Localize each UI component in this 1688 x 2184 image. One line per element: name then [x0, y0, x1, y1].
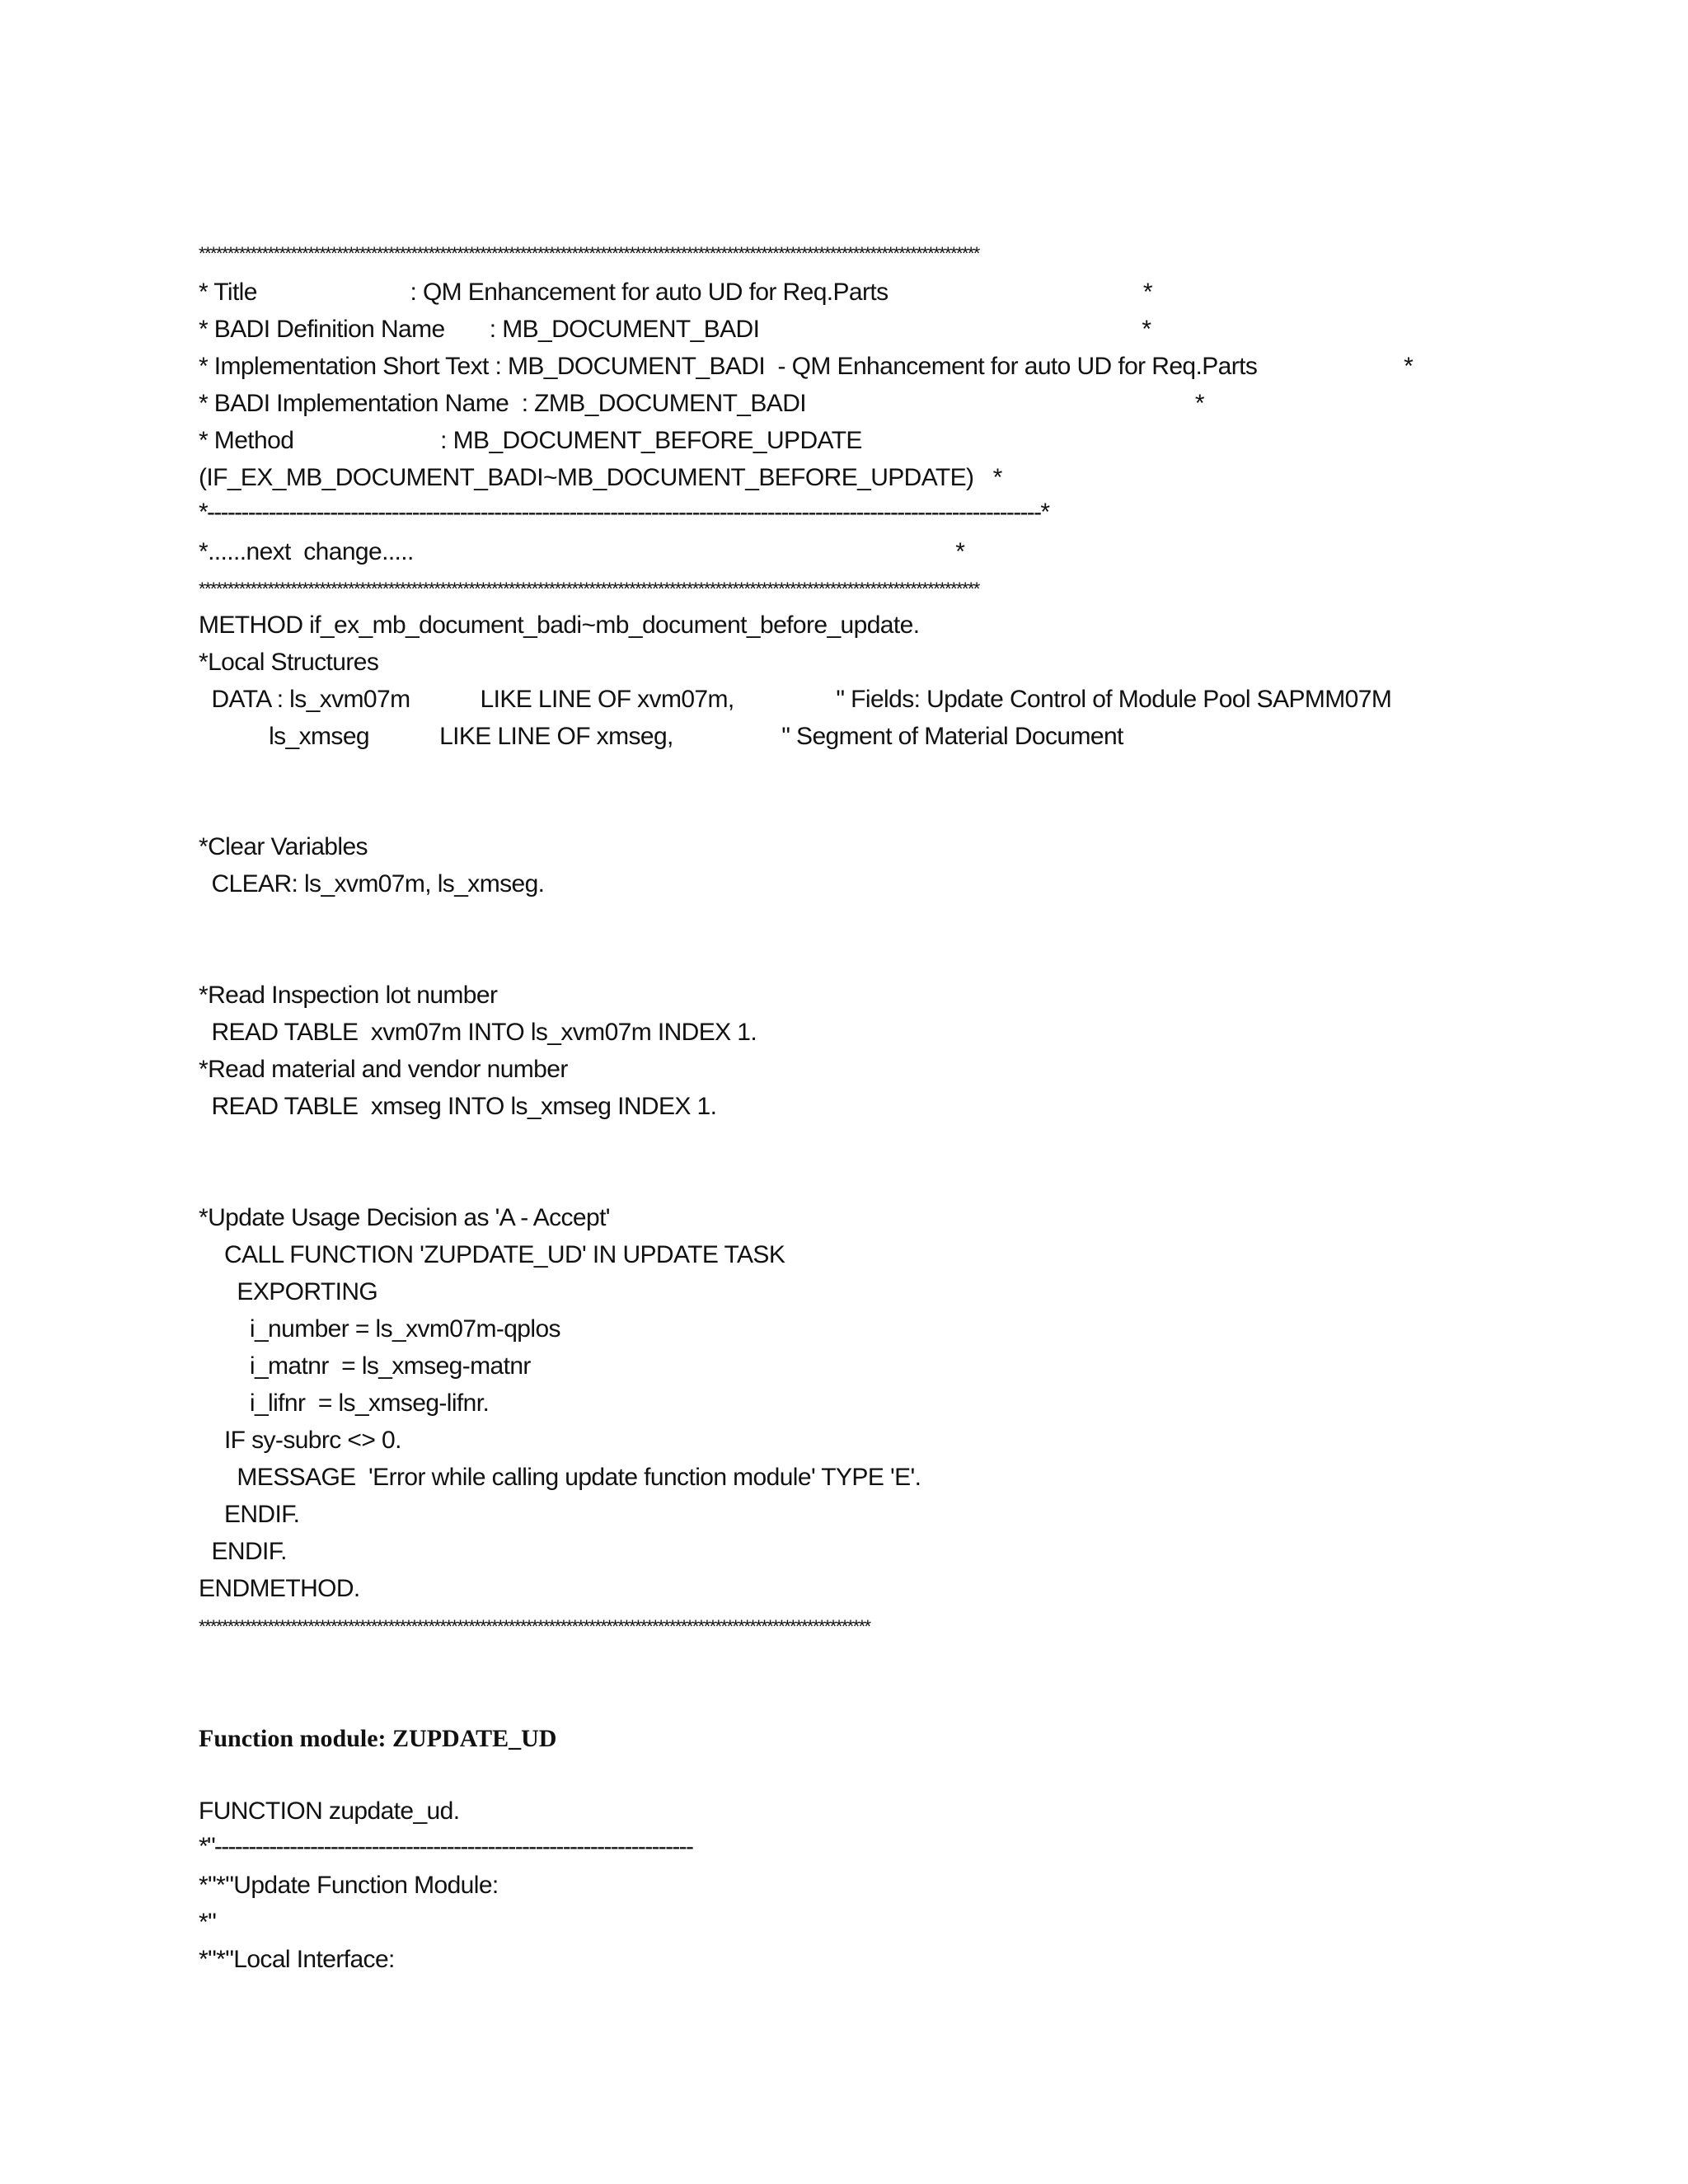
comment-update-usage-decision: *Update Usage Decision as 'A - Accept' — [199, 1204, 610, 1231]
param-lifnr-line: i_lifnr = ls_xmseg-lifnr. — [199, 1390, 490, 1417]
if-subrc-line: IF sy-subrc <> 0. — [199, 1427, 401, 1454]
comment-local-structures: *Local Structures — [199, 649, 379, 676]
function-start-line: FUNCTION zupdate_ud. — [199, 1797, 460, 1825]
header-method-full-line: (IF_EX_MB_DOCUMENT_BADI~MB_DOCUMENT_BEFORE_UPDATE) * — [199, 464, 1002, 491]
header-next-change-line: *......next change..... * — [199, 538, 965, 565]
function-comment-local-interface: *"*"Local Interface: — [199, 1946, 395, 1973]
param-number-line: i_number = ls_xvm07m-qplos — [199, 1315, 560, 1343]
header-border-top: **************************************************************************************************************************************** — [199, 243, 979, 264]
clear-statement: CLEAR: ls_xvm07m, ls_xmseg. — [199, 870, 545, 898]
endif-outer-line: ENDIF. — [199, 1538, 287, 1565]
data-declaration-line-2: ls_xmseg LIKE LINE OF xmseg, " Segment of Material Document — [199, 723, 1123, 750]
header-badi-implementation-line: * BADI Implementation Name : ZMB_DOCUMENT_BADI * — [199, 390, 1204, 417]
function-comment-empty: *" — [199, 1909, 217, 1936]
method-start-line: METHOD if_ex_mb_document_badi~mb_document_before_update. — [199, 612, 920, 639]
comment-read-inspection-lot: *Read Inspection lot number — [199, 982, 498, 1009]
read-table-xmseg: READ TABLE xmseg INTO ls_xmseg INDEX 1. — [199, 1093, 717, 1120]
header-border-bottom: **************************************************************************************************************************************** — [199, 579, 979, 599]
read-table-xvm07m: READ TABLE xvm07m INTO ls_xvm07m INDEX 1. — [199, 1019, 757, 1046]
param-matnr-line: i_matnr = ls_xmseg-matnr — [199, 1352, 531, 1380]
header-title-line: * Title : QM Enhancement for auto UD for Req.Parts * — [199, 279, 1153, 306]
data-declaration-line-1: DATA : ls_xvm07m LIKE LINE OF xvm07m, " Fields: Update Control of Module Pool SAPMM07M — [199, 686, 1392, 713]
exporting-line: EXPORTING — [199, 1278, 378, 1305]
header-separator: *--------------------------------------------------------------------------------------------------------------------------* — [199, 499, 1049, 526]
function-module-heading: Function module: ZUPDATE_UD — [199, 1725, 557, 1752]
message-line: MESSAGE 'Error while calling update function module' TYPE 'E'. — [199, 1464, 921, 1491]
call-function-line: CALL FUNCTION 'ZUPDATE_UD' IN UPDATE TASK — [199, 1241, 785, 1268]
method-border-end: ********************************************************************************************************************* — [199, 1616, 870, 1637]
function-comment-update-module: *"*"Update Function Module: — [199, 1872, 499, 1899]
comment-clear-variables: *Clear Variables — [199, 833, 368, 860]
header-implementation-short-text-line: * Implementation Short Text : MB_DOCUMENT_BADI - QM Enhancement for auto UD for Req.Parts * — [199, 353, 1414, 380]
function-comment-dash-line: *"---------------------------------------------------------------------- — [199, 1833, 693, 1860]
endif-inner-line: ENDIF. — [199, 1501, 300, 1528]
endmethod-line: ENDMETHOD. — [199, 1575, 360, 1602]
header-badi-definition-line: * BADI Definition Name : MB_DOCUMENT_BADI * — [199, 316, 1151, 343]
header-method-line: * Method : MB_DOCUMENT_BEFORE_UPDATE — [199, 427, 862, 454]
comment-read-material-vendor: *Read material and vendor number — [199, 1056, 568, 1083]
